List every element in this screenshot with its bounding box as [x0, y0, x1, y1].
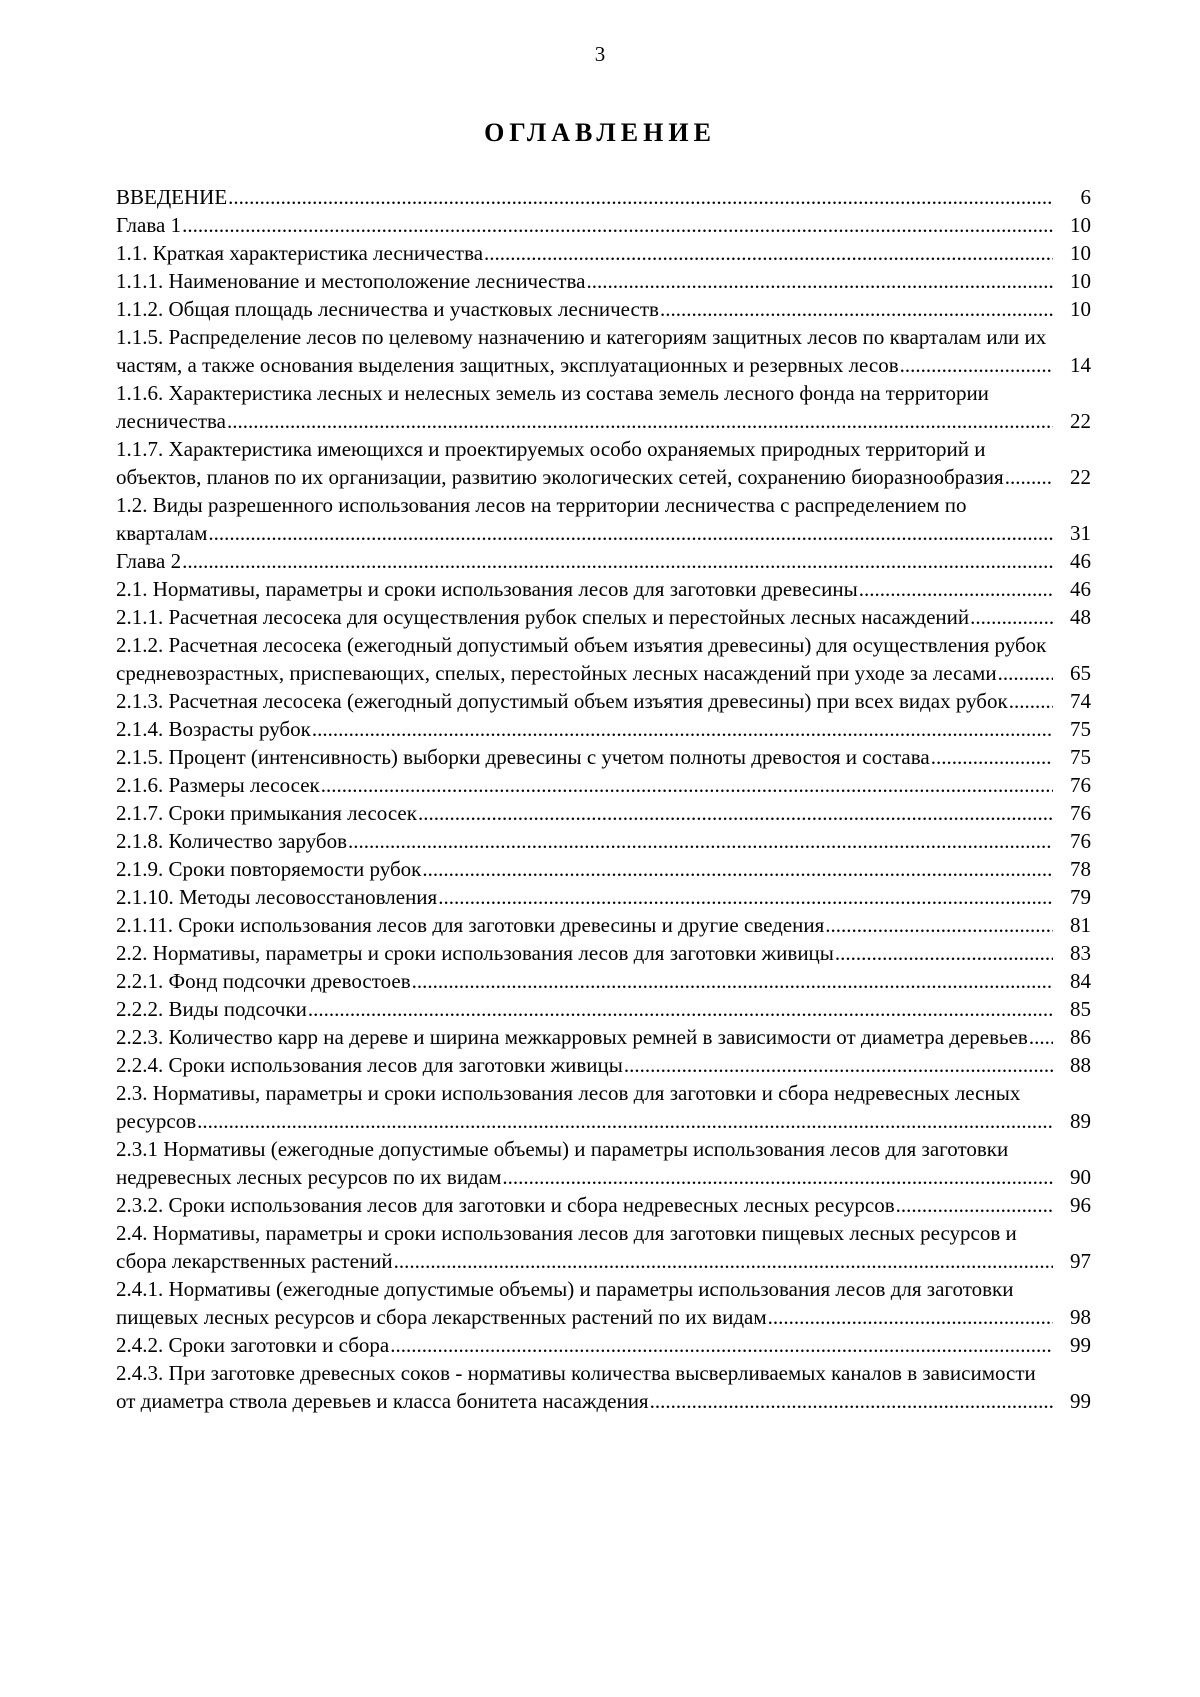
toc-entry-page-number: 83 [1053, 939, 1091, 967]
toc-entry[interactable] [116, 295, 1091, 323]
toc-entry-page-number: 89 [1053, 1107, 1091, 1135]
toc-entry-title: Глава 2 ..... [116, 549, 181, 573]
toc-entry-title: 2.4.3. При заготовке древесных соков - нормативы количества высверливаемых каналов в зависимости от диаметра ствола деревьев и класса бонитета насаждения ..... [116, 1361, 1036, 1413]
toc-entry[interactable] [116, 323, 1091, 379]
toc-entry[interactable] [116, 267, 1091, 295]
toc-entry-page-number: 81 [1053, 911, 1091, 939]
toc-entry-title: 1.1.6. Характеристика лесных и нелесных земель из состава земель лесного фонда на территории лесничества ..... [116, 381, 989, 433]
toc-entry-title: 2.2.3. Количество карр на дереве и ширина межкарровых ремней в зависимости от диаметра деревьев ..... [116, 1025, 1028, 1049]
toc-entry-title: 2.2.2. Виды подсочки ..... [116, 997, 307, 1021]
toc-entry-title: 2.2.4. Сроки использования лесов для заготовки живицы ..... [116, 1053, 623, 1077]
toc-entry-page-number: 99 [1053, 1387, 1091, 1415]
page-number: 3 [594, 42, 606, 66]
toc-entry[interactable] [116, 687, 1091, 715]
toc-entry-title: 2.1.9. Сроки повторяемости рубок ..... [116, 857, 421, 881]
toc-entry-title: 1.1.7. Характеристика имеющихся и проектируемых особо охраняемых природных территорий и объектов, планов по их организации, развитию экологических сетей, сохранению биоразнообразия ..... [116, 437, 1004, 489]
table-of-contents [116, 183, 1091, 1415]
toc-entry[interactable] [116, 827, 1091, 855]
toc-entry-page-number: 99 [1053, 1331, 1091, 1359]
toc-entry-title: 2.1.7. Сроки примыкания лесосек ..... [116, 801, 417, 825]
toc-entry-page-number: 76 [1053, 771, 1091, 799]
toc-entry-page-number: 88 [1053, 1051, 1091, 1079]
toc-entry[interactable] [116, 855, 1091, 883]
toc-entry[interactable] [116, 883, 1091, 911]
toc-entry-page-number: 31 [1053, 519, 1091, 547]
toc-entry-title: 2.3. Нормативы, параметры и сроки использования лесов для заготовки и сбора недревесных лесных ресурсов ..... [116, 1081, 1020, 1133]
toc-entry-title: 2.1.2. Расчетная лесосека (ежегодный допустимый объем изъятия древесины) для осуществления рубок средневозрастных, приспевающих, спелых, перестойных лесных насаждений при уходе за лесами ..... [116, 633, 1046, 685]
toc-entry-title: 2.1.3. Расчетная лесосека (ежегодный допустимый объем изъятия древесины) при всех видах рубок ..... [116, 689, 1008, 713]
toc-entry-title: 2.1.1. Расчетная лесосека для осуществления рубок спелых и перестойных лесных насаждений ..... [116, 605, 969, 629]
toc-entry-title: ВВЕДЕНИЕ ..... [116, 185, 227, 209]
toc-entry[interactable] [116, 631, 1091, 687]
toc-entry-title: 2.1.11. Сроки использования лесов для заготовки древесины и другие сведения ..... [116, 913, 824, 937]
toc-entry[interactable] [116, 1359, 1091, 1415]
toc-entry-title: Глава 1 ..... [116, 213, 181, 237]
toc-entry-title: 1.2. Виды разрешенного использования лесов на территории лесничества с распределением по кварталам ..... [116, 493, 966, 545]
toc-entry-page-number: 22 [1053, 407, 1091, 435]
toc-entry[interactable] [116, 239, 1091, 267]
toc-entry[interactable] [116, 743, 1091, 771]
toc-entry[interactable] [116, 603, 1091, 631]
toc-entry-page-number: 46 [1053, 547, 1091, 575]
toc-entry-page-number: 10 [1053, 267, 1091, 295]
toc-entry-page-number: 10 [1053, 295, 1091, 323]
toc-entry-page-number: 86 [1053, 1023, 1091, 1051]
toc-entry-page-number: 97 [1053, 1247, 1091, 1275]
toc-entry-page-number: 79 [1053, 883, 1091, 911]
toc-entry-page-number: 96 [1053, 1191, 1091, 1219]
toc-entry[interactable] [116, 715, 1091, 743]
toc-entry[interactable] [116, 1331, 1091, 1359]
toc-entry[interactable] [116, 799, 1091, 827]
toc-entry-page-number: 84 [1053, 967, 1091, 995]
toc-entry-title: 1.1.1. Наименование и местоположение лесничества ..... [116, 269, 585, 293]
toc-entry-page-number: 6 [1053, 183, 1091, 211]
toc-entry[interactable] [116, 995, 1091, 1023]
toc-entry-page-number: 90 [1053, 1163, 1091, 1191]
toc-entry[interactable] [116, 1079, 1091, 1135]
toc-entry[interactable] [116, 211, 1091, 239]
toc-entry-title: 2.2.1. Фонд подсочки древостоев ..... [116, 969, 411, 993]
toc-entry[interactable] [116, 491, 1091, 547]
toc-entry-page-number: 76 [1053, 799, 1091, 827]
toc-entry-page-number: 65 [1053, 659, 1091, 687]
toc-entry-title: 2.1.5. Процент (интенсивность) выборки древесины с учетом полноты древостоя и состава ..... [116, 745, 930, 769]
toc-entry-page-number: 75 [1053, 743, 1091, 771]
toc-entry-title: 2.3.2. Сроки использования лесов для заготовки и сбора недревесных лесных ресурсов ..... [116, 1193, 895, 1217]
toc-entry-title: 2.2. Нормативы, параметры и сроки использования лесов для заготовки живицы ..... [116, 941, 834, 965]
toc-entry-page-number: 10 [1053, 211, 1091, 239]
toc-entry-page-number: 76 [1053, 827, 1091, 855]
toc-entry-page-number: 75 [1053, 715, 1091, 743]
toc-entry[interactable] [116, 771, 1091, 799]
toc-entry-title: 2.4.1. Нормативы (ежегодные допустимые объемы) и параметры использования лесов для заготовки пищевых лесных ресурсов и сбора лекарственных растений по их видам ..... [116, 1277, 1013, 1329]
page-title: ОГЛАВЛЕНИЕ [484, 118, 716, 147]
toc-entry-page-number: 10 [1053, 239, 1091, 267]
toc-entry-title: 2.1.6. Размеры лесосек ..... [116, 773, 320, 797]
toc-entry[interactable] [116, 547, 1091, 575]
toc-entry-title: 2.1.10. Методы лесовосстановления ..... [116, 885, 437, 909]
toc-entry[interactable] [116, 967, 1091, 995]
toc-entry[interactable] [116, 939, 1091, 967]
toc-entry-title: 2.4.2. Сроки заготовки и сбора ..... [116, 1333, 389, 1357]
toc-entry-page-number: 14 [1053, 351, 1091, 379]
toc-entry[interactable] [116, 435, 1091, 491]
toc-entry[interactable] [116, 1051, 1091, 1079]
toc-entry-page-number: 22 [1053, 463, 1091, 491]
toc-entry-title: 2.3.1 Нормативы (ежегодные допустимые объемы) и параметры использования лесов для заготовки недревесных лесных ресурсов по их видам ..... [116, 1137, 1008, 1189]
toc-entry[interactable] [116, 575, 1091, 603]
toc-entry-page-number: 74 [1053, 687, 1091, 715]
toc-entry[interactable] [116, 911, 1091, 939]
toc-entry[interactable] [116, 1023, 1091, 1051]
toc-entry-title: 2.1.8. Количество зарубов ..... [116, 829, 347, 853]
toc-entry[interactable] [116, 1135, 1091, 1191]
toc-entry[interactable] [116, 1191, 1091, 1219]
toc-entry[interactable] [116, 1275, 1091, 1331]
toc-entry-page-number: 98 [1053, 1303, 1091, 1331]
toc-entry-title: 2.1.4. Возрасты рубок ..... [116, 717, 311, 741]
toc-entry-page-number: 78 [1053, 855, 1091, 883]
toc-entry-title: 1.1.5. Распределение лесов по целевому назначению и категориям защитных лесов по кварталам или их частям, а также основания выделения защитных, эксплуатационных и резервных лесов ..... [116, 325, 1046, 377]
toc-entry[interactable] [116, 1219, 1091, 1275]
toc-entry[interactable] [116, 379, 1091, 435]
toc-entry-page-number: 48 [1053, 603, 1091, 631]
toc-entry-title: 1.1. Краткая характеристика лесничества ..... [116, 241, 483, 265]
toc-entry[interactable] [116, 183, 1091, 211]
toc-entry-page-number: 85 [1053, 995, 1091, 1023]
toc-entry-title: 1.1.2. Общая площадь лесничества и участковых лесничеств ..... [116, 297, 659, 321]
toc-entry-page-number: 46 [1053, 575, 1091, 603]
toc-entry-title: 2.4. Нормативы, параметры и сроки использования лесов для заготовки пищевых лесных ресурсов и сбора лекарственных растений ..... [116, 1221, 1017, 1273]
toc-entry-title: 2.1. Нормативы, параметры и сроки использования лесов для заготовки древесины ..... [116, 577, 858, 601]
